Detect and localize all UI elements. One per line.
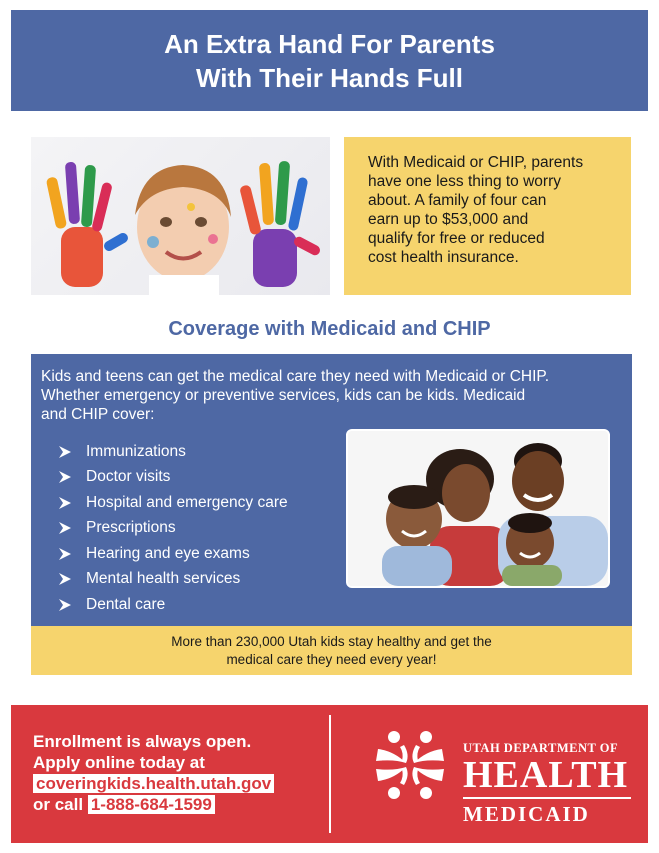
coverage-item-label: Mental health services — [86, 570, 241, 588]
coverage-item-label: Hearing and eye exams — [86, 544, 250, 562]
utah-health-logo-icon — [372, 727, 448, 803]
intro-callout — [344, 137, 631, 295]
intro-line: qualify for free or reduced — [368, 230, 545, 247]
chevron-right-icon — [58, 522, 72, 534]
family-photo-illustration — [348, 431, 608, 586]
child-painted-hands-photo — [31, 137, 330, 295]
coverage-item-label: Hospital and emergency care — [86, 493, 288, 511]
family-photo — [346, 429, 610, 588]
enrollment-info — [33, 731, 313, 815]
website-link[interactable]: coveringkids.health.utah.gov — [33, 774, 274, 793]
coverage-item-label: Immunizations — [86, 442, 186, 460]
chevron-right-icon — [58, 471, 72, 483]
coverage-item-label: Prescriptions — [86, 519, 176, 537]
list-item — [58, 516, 288, 542]
list-item — [58, 439, 288, 465]
stat-line: medical care they need every year! — [226, 651, 437, 667]
list-item — [58, 490, 288, 516]
coverage-item-label: Dental care — [86, 595, 166, 613]
coverage-list — [58, 439, 288, 618]
coverage-item-label: Doctor visits — [86, 468, 171, 486]
coverage-intro — [41, 367, 631, 424]
logo-rule — [463, 797, 631, 799]
chevron-right-icon — [58, 446, 72, 458]
list-item — [58, 567, 288, 593]
intro-line: cost health insurance. — [368, 249, 519, 266]
phone-number[interactable]: 1-888-684-1599 — [88, 795, 215, 814]
child-photo-illustration — [31, 137, 330, 295]
list-item — [58, 541, 288, 567]
coverage-title: Coverage with Medicaid and CHIP — [168, 318, 491, 340]
intro-line: With Medicaid or CHIP, parents — [368, 154, 584, 171]
coverage-panel — [31, 354, 632, 626]
enroll-line: Apply online today at — [33, 753, 205, 772]
coverage-intro-line: Kids and teens can get the medical care they need with Medicaid or CHIP. — [41, 368, 550, 385]
list-item — [58, 465, 288, 491]
logo-department: UTAH DEPARTMENT OF — [463, 741, 619, 755]
enroll-line: Enrollment is always open. — [33, 732, 252, 751]
utah-health-logo-text — [463, 741, 633, 827]
enrollment-footer — [11, 705, 648, 843]
stat-callout — [31, 626, 632, 675]
list-item — [58, 592, 288, 618]
intro-line: have one less thing to worry — [368, 173, 561, 190]
call-prefix: or call — [33, 795, 84, 814]
page-header — [11, 10, 648, 111]
logo-medicaid: MEDICAID — [463, 802, 590, 826]
intro-line: earn up to $53,000 and — [368, 211, 529, 228]
chevron-right-icon — [58, 548, 72, 560]
intro-line: about. A family of four can — [368, 192, 547, 209]
chevron-right-icon — [58, 497, 72, 509]
coverage-intro-line: Whether emergency or preventive services, kids can be kids. Medicaid — [41, 387, 526, 404]
logo-health: HEALTH — [463, 754, 629, 796]
chevron-right-icon — [58, 573, 72, 585]
header-title-line1: An Extra Hand For Parents — [164, 28, 495, 59]
chevron-right-icon — [58, 599, 72, 611]
coverage-intro-line: and CHIP cover: — [41, 406, 155, 423]
footer-divider — [329, 715, 331, 833]
stat-line: More than 230,000 Utah kids stay healthy and get the — [171, 633, 492, 649]
header-title-line2: With Their Hands Full — [196, 62, 463, 93]
